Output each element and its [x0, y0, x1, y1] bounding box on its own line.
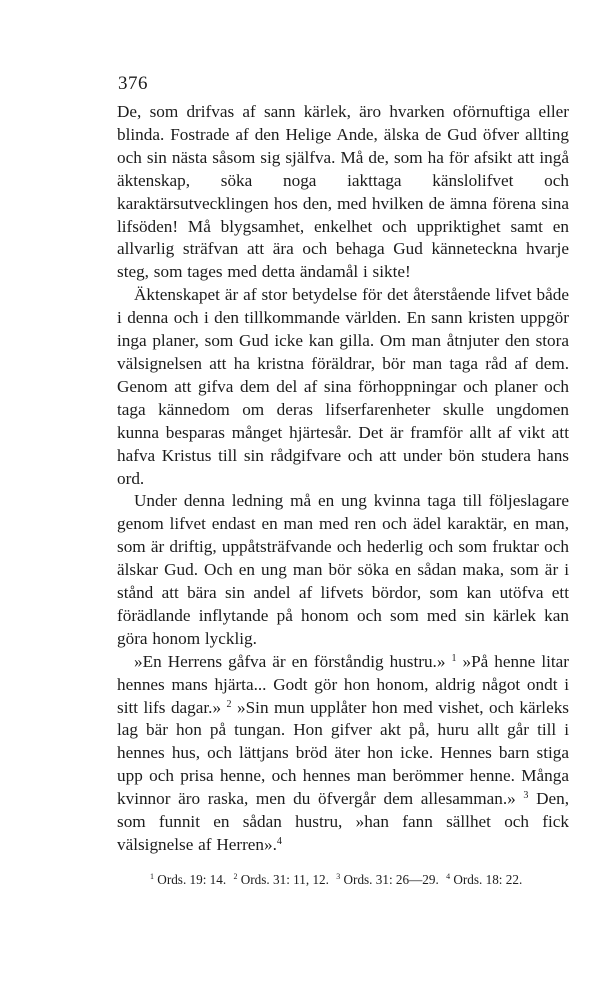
paragraph-4 [117, 651, 569, 857]
page-number: 376 [118, 73, 148, 94]
footnote-mark: 1 [150, 872, 154, 881]
footnote-reference: 1 [451, 652, 457, 664]
footnote-reference: 3 [523, 790, 529, 802]
footnote-2 [233, 872, 332, 887]
footnote-mark: 4 [446, 872, 451, 881]
footnote-reference: 2 [226, 698, 232, 710]
footnote-text: Ords. 19: 14. [157, 872, 227, 887]
footnotes [150, 871, 570, 889]
paragraph-text: »På henne litar hennes mans hjärta... Godt gör hon honom, aldrig något ondt i sitt lifs dagar.» [117, 651, 569, 717]
footnote-text: Ords. 31: 26—29. [343, 872, 439, 887]
paragraph-2 [117, 284, 569, 490]
paragraph-text: Äktenskapet är af stor betydelse för det återstående lifvet både i denna och i den tillkommande världen. En sann kristen uppgör inga planer, som Gud icke kan gilla. Om man åtnjuter den stora välsignelsen att ha kristna föräldrar, bör man taga råd af dem. Genom att gifva dem del af sina förhoppningar och planer och taga kännedom om deras lifserfarenheter skulle ungdomen kunna besparas månget hjärtesår. Det är framför allt af vikt att hafva Kristus till sin rådgifvare och att under bön studera hans ord. [117, 285, 569, 488]
footnote-text: Ords. 31: 11, 12. [240, 872, 329, 887]
footnote-mark: 3 [336, 872, 341, 881]
paragraph-text: Under denna ledning må en ung kvinna taga till följeslagare genom lifvet endast en man med ren och ädel karaktär, en man, som är driftig, uppåtsträfvande och hederlig och som fruktar och älskar Gud. Och en ung man bör söka en sådan maka, som är i stånd att bära sin andel af lifvets bördor, som kan utöfva ett förädlande inflytande på honom och som med sin kärlek kan göra honom lycklig. [117, 491, 569, 648]
footnote-4 [446, 872, 522, 887]
paragraph-3 [117, 490, 569, 650]
paragraph-text: Den, som funnit en sådan hustru, »han fann sällhet och fick välsignelse af Herren». [117, 789, 570, 854]
body-text [117, 101, 569, 857]
paragraph-text: »Sin mun upplåter hon med vishet, och kärleks lag bär hon på tungan. Hon gifver akt på, huru allt går till i hennes hus, och lättjans bröd äter hon icke. Hennes barn stiga upp och prisa henne, och hennes man berömmer henne. Många kvinnor äro raska, men du öfvergår dem allesamman.» [117, 697, 569, 809]
footnote-1 [150, 872, 229, 887]
footnote-reference: 4 [276, 836, 282, 847]
footnote-mark: 2 [233, 872, 238, 881]
paragraph-1 [117, 101, 569, 284]
paragraph-text: »En Herrens gåfva är en förståndig hustru.» [134, 651, 452, 671]
footnote-3 [336, 872, 442, 887]
footnote-text: Ords. 18: 22. [453, 872, 523, 887]
paragraph-text: De, som drifvas af sann kärlek, äro hvarken oförnuftiga eller blinda. Fostrade af den Helige Ande, älska de Gud öfver allting och sin nästa såsom sig själfva. Må de, som ha för afsikt att ingå äktenskap, söka noga iakttaga känslolifvet och karaktärsutvecklingen hos den, med hvilken de ämna förena sina lifsöden! Må blygsamhet, enkelhet och uppriktighet samt en allvarlig sträfvan att ära och behaga Gud känneteckna hvarje steg, som tages med detta ändamål i sikte! [117, 102, 569, 282]
